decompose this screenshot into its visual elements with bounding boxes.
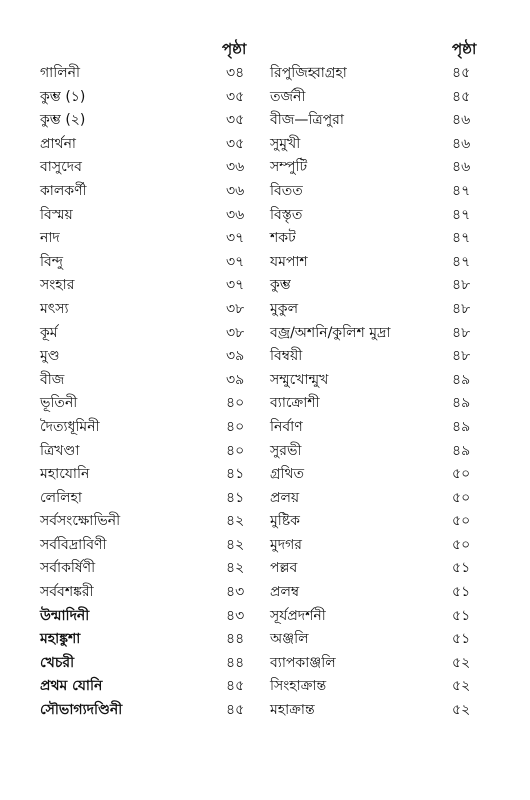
right-entry-title: তর্জনী	[270, 88, 306, 105]
right-entry-page: ৪৫	[452, 88, 471, 105]
right-entry-page: ৫১	[452, 631, 471, 648]
left-entry-title: সর্বসংক্ষোভিনী	[40, 513, 121, 530]
right-entry-title: কুম্ভ	[270, 277, 291, 294]
toc-row	[0, 605, 530, 629]
right-entry-page: ৪৫	[452, 65, 471, 81]
right-entry-title: সিংহাক্রান্ত	[270, 678, 327, 695]
toc-row	[0, 156, 530, 180]
left-entry-title: দৈত্যধূমিনী	[40, 418, 100, 435]
right-entry-title: মুষ্টিক	[270, 513, 300, 530]
left-entry-page: ৩৭	[226, 277, 245, 294]
right-entry-title: বিতত	[270, 182, 303, 199]
right-entry-page: ৪৮	[452, 300, 471, 317]
toc-row	[0, 251, 530, 275]
right-entry-page: ৪৬	[452, 159, 471, 176]
toc-row	[0, 274, 530, 298]
left-entry-page: ৪৪	[226, 654, 245, 671]
left-entry-page: ৪৫	[226, 678, 245, 695]
left-entry-page: ৪১	[226, 489, 245, 506]
left-entry-page: ৪১	[226, 466, 245, 483]
right-entry-title: প্রলম্ব	[270, 584, 300, 601]
right-entry-page: ৫০	[452, 536, 471, 553]
right-entry-page: ৫০	[452, 466, 471, 483]
toc-row	[0, 109, 530, 133]
right-entry-page: ৪৬	[452, 135, 471, 152]
toc-row	[0, 534, 530, 558]
left-entry-title: কুম্ভ (২)	[40, 112, 86, 129]
left-entry-page: ৩৯	[226, 371, 245, 388]
left-entry-page: ৪৩	[226, 584, 245, 601]
left-entry-title: সংহার	[40, 277, 75, 294]
toc-row	[0, 440, 530, 464]
right-entry-title: বীজ—ত্রিপুরা	[270, 112, 344, 129]
toc-row	[0, 416, 530, 440]
right-page-column-header: পৃষ্ঠা	[452, 40, 477, 58]
right-entry-title: প্রলয়	[270, 489, 300, 506]
left-entry-page: ৪৪	[226, 631, 245, 648]
left-entry-title: মহাযোনি	[40, 466, 90, 483]
right-entry-title: মুকুল	[270, 300, 298, 317]
toc-row	[0, 628, 530, 652]
left-entry-page: ৩৭	[226, 230, 245, 247]
right-entry-title: সুমুখী	[270, 135, 301, 152]
right-entry-title: সম্মুখোন্মুখ	[270, 371, 329, 388]
toc-row	[0, 675, 530, 699]
right-entry-page: ৪৭	[452, 182, 471, 199]
right-entry-title: সুরভী	[270, 442, 302, 459]
toc-row	[0, 699, 530, 723]
right-entry-page: ৫০	[452, 513, 471, 530]
left-entry-title: ভূতিনী	[40, 395, 78, 412]
left-entry-page: ৪৩	[226, 607, 245, 624]
left-entry-title: সর্ববশঙ্করী	[40, 584, 94, 601]
toc-row	[0, 227, 530, 251]
right-entry-title: মুদগর	[270, 536, 303, 553]
left-entry-page: ৪৫	[226, 702, 245, 719]
left-entry-title: লেলিহা	[40, 489, 82, 506]
right-entry-page: ৪৭	[452, 206, 471, 223]
left-entry-title: প্রথম যোনি	[40, 678, 103, 695]
left-entry-title: খেচরী	[40, 654, 75, 671]
left-entry-title: বীজ	[40, 371, 65, 388]
left-entry-page: ৩৭	[226, 253, 245, 270]
right-entry-title: অঞ্জলি	[270, 631, 309, 648]
left-entry-title: প্রার্থনা	[40, 135, 76, 152]
left-entry-page: ৩৮	[226, 324, 245, 341]
left-entry-page: ৪০	[226, 395, 245, 412]
left-entry-title: কূর্ম	[40, 324, 58, 341]
left-entry-page: ৩৫	[226, 135, 245, 152]
toc-row	[0, 392, 530, 416]
right-entry-page: ৪৮	[452, 324, 471, 341]
left-entry-title: সর্ববিদ্রাবিণী	[40, 536, 107, 553]
right-entry-title: বজ্র/অশনি/কুলিশ মুদ্রা	[270, 324, 391, 341]
toc-row	[0, 204, 530, 228]
right-entry-page: ৫১	[452, 584, 471, 601]
right-entry-page: ৪৭	[452, 253, 471, 270]
toc-row	[0, 298, 530, 322]
left-entry-page: ৩৬	[226, 206, 245, 223]
left-entry-page: ৩৫	[226, 88, 245, 105]
left-entry-title: কালকর্ণী	[40, 182, 87, 199]
left-entry-title: গালিনী	[40, 65, 81, 81]
left-entry-title: মৎস্য	[40, 300, 69, 317]
left-entry-page: ৪২	[226, 513, 245, 530]
left-entry-title: বিন্দু	[40, 253, 64, 270]
left-entry-page: ৪০	[226, 442, 245, 459]
right-entry-page: ৪৬	[452, 112, 471, 129]
right-entry-title: শকট	[270, 230, 296, 247]
right-entry-title: নির্বাণ	[270, 418, 303, 435]
left-entry-page: ৩৬	[226, 159, 245, 176]
right-entry-title: পল্লব	[270, 560, 298, 577]
toc-row	[0, 322, 530, 346]
toc-row	[0, 652, 530, 676]
right-entry-page: ৪৭	[452, 230, 471, 247]
toc-row	[0, 510, 530, 534]
right-entry-page: ৫২	[452, 654, 471, 671]
left-entry-page: ৪২	[226, 536, 245, 553]
right-entry-title: বিম্বয়ী	[270, 348, 303, 365]
right-entry-title: ব্যাপকাঞ্জলি	[270, 654, 336, 671]
left-entry-title: মহাঙ্কুশা	[40, 631, 81, 648]
toc-row	[0, 581, 530, 605]
right-entry-page: ৪৮	[452, 348, 471, 365]
right-entry-title: বিস্তৃত	[270, 206, 303, 223]
right-entry-page: ৫২	[452, 678, 471, 695]
toc-row	[0, 345, 530, 369]
left-entry-page: ৩৮	[226, 300, 245, 317]
toc-row	[0, 180, 530, 204]
right-entry-page: ৪৯	[452, 395, 471, 412]
right-entry-page: ৫০	[452, 489, 471, 506]
toc-row	[0, 557, 530, 581]
toc-header	[0, 38, 530, 60]
right-entry-title: রিপুজিহ্বাগ্রহা	[270, 65, 347, 81]
left-entry-title: কুম্ভ (১)	[40, 88, 86, 105]
left-entry-title: সৌভাগ্যদণ্ডিনী	[40, 702, 123, 719]
right-entry-page: ৪৮	[452, 277, 471, 294]
toc-row	[0, 369, 530, 393]
right-entry-page: ৪৯	[452, 418, 471, 435]
left-entry-page: ৪০	[226, 418, 245, 435]
right-entry-page: ৪৯	[452, 442, 471, 459]
toc-row	[0, 86, 530, 110]
right-entry-title: মহাক্রান্ত	[270, 702, 315, 719]
right-entry-page: ৫১	[452, 607, 471, 624]
left-entry-title: উন্মাদিনী	[40, 607, 90, 624]
left-entry-page: ৩৬	[226, 182, 245, 199]
toc-row	[0, 133, 530, 157]
left-entry-title: ত্রিখণ্ডা	[40, 442, 80, 459]
right-entry-title: সূর্যপ্রদর্শনী	[270, 607, 326, 624]
right-entry-title: গ্রথিত	[270, 466, 305, 483]
left-entry-title: মুণ্ড	[40, 348, 60, 365]
left-entry-title: বাসুদেব	[40, 159, 82, 176]
toc-row	[0, 487, 530, 511]
toc-row	[0, 62, 530, 86]
right-entry-title: সম্পুটি	[270, 159, 308, 176]
left-entry-title: সর্বাকর্ষিণী	[40, 560, 96, 577]
toc-list	[0, 62, 530, 723]
right-entry-page: ৫২	[452, 702, 471, 719]
right-entry-title: ব্যাক্রোশী	[270, 395, 320, 412]
toc-row	[0, 463, 530, 487]
left-entry-page: ৩৪	[226, 65, 245, 81]
right-entry-page: ৫১	[452, 560, 471, 577]
left-page-column-header: পৃষ্ঠা	[222, 40, 247, 58]
left-entry-title: নাদ	[40, 230, 60, 247]
left-entry-page: ৩৯	[226, 348, 245, 365]
right-entry-title: যমপাশ	[270, 253, 308, 270]
left-entry-page: ৪২	[226, 560, 245, 577]
left-entry-title: বিস্ময়	[40, 206, 73, 223]
right-entry-page: ৪৯	[452, 371, 471, 388]
left-entry-page: ৩৫	[226, 112, 245, 129]
